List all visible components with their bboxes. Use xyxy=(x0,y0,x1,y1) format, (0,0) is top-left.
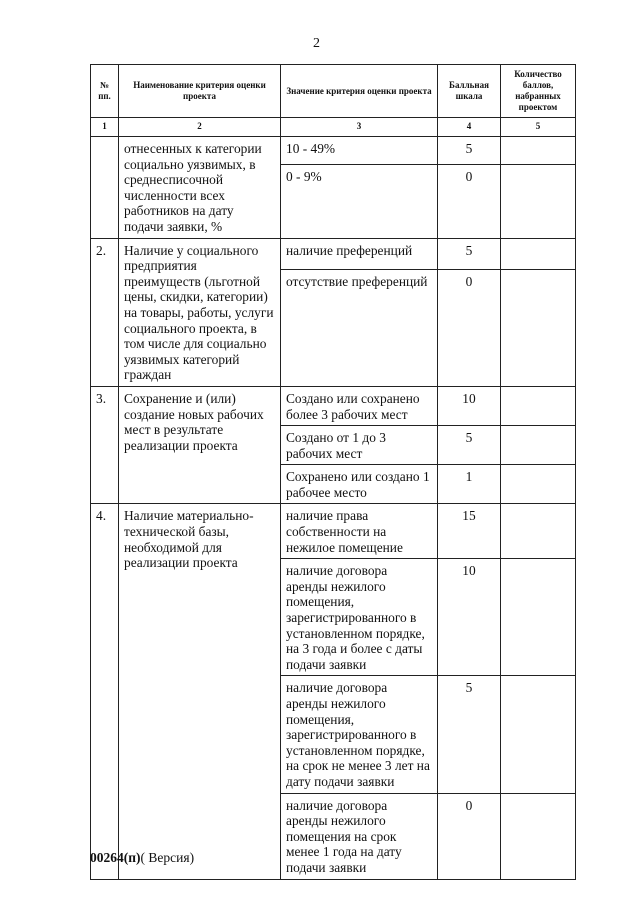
score: 0 xyxy=(438,793,501,879)
score: 0 xyxy=(438,164,501,238)
criterion-name: Наличие у социального предприятия преимуществ (льготной цены, скидки, категории) на товары, работы, услуги социального проекта, в том числе для социально уязвимых категорий граждан xyxy=(119,238,281,386)
score: 5 xyxy=(438,676,501,793)
points-cell xyxy=(501,559,576,676)
table-header-row xyxy=(91,65,576,118)
criterion-value: наличие права собственности на нежилое помещение xyxy=(281,504,438,559)
criterion-value: Создано или сохранено более 3 рабочих мест xyxy=(281,386,438,425)
points-cell xyxy=(501,164,576,238)
row-number: 3. xyxy=(91,386,119,504)
column-number: 5 xyxy=(501,118,576,137)
score: 1 xyxy=(438,465,501,504)
column-number: 4 xyxy=(438,118,501,137)
criterion-value: отсутствие преференций xyxy=(281,270,438,387)
row-number: 2. xyxy=(91,238,119,386)
table-row xyxy=(91,504,576,559)
row-number xyxy=(91,137,119,239)
document-version: ( Версия) xyxy=(140,850,195,865)
criterion-value: Создано от 1 до 3 рабочих мест xyxy=(281,426,438,465)
score: 5 xyxy=(438,238,501,270)
score: 15 xyxy=(438,504,501,559)
score: 5 xyxy=(438,137,501,165)
points-cell xyxy=(501,238,576,270)
points-cell xyxy=(501,504,576,559)
column-number: 1 xyxy=(91,118,119,137)
document-code xyxy=(90,850,194,866)
criterion-value: Сохранено или создано 1 рабочее место xyxy=(281,465,438,504)
header-score-scale: Балльная шкала xyxy=(438,65,501,118)
criterion-value: наличие преференций xyxy=(281,238,438,270)
points-cell xyxy=(501,465,576,504)
column-number-row xyxy=(91,118,576,137)
row-number: 4. xyxy=(91,504,119,879)
criterion-name: Сохранение и (или) создание новых рабочих мест в результате реализации проекта xyxy=(119,386,281,504)
table-row xyxy=(91,386,576,425)
points-cell xyxy=(501,270,576,387)
header-points-earned: Количество баллов, набранных проектом xyxy=(501,65,576,118)
document-code-number: 00264(п) xyxy=(90,850,141,865)
table-row xyxy=(91,137,576,165)
column-number: 3 xyxy=(281,118,438,137)
points-cell xyxy=(501,793,576,879)
criterion-value: наличие договора аренды нежилого помещения, зарегистрированного в установленном порядке, на 3 года и более с даты подачи заявки xyxy=(281,559,438,676)
criteria-table xyxy=(90,64,576,880)
points-cell xyxy=(501,386,576,425)
score: 5 xyxy=(438,426,501,465)
criterion-value: наличие договора аренды нежилого помещения на срок менее 1 года на дату подачи заявки xyxy=(281,793,438,879)
header-criterion-name: Наименование критерия оценки проекта xyxy=(119,65,281,118)
header-number: № пп. xyxy=(91,65,119,118)
score: 10 xyxy=(438,386,501,425)
criterion-value: 0 - 9% xyxy=(281,164,438,238)
criterion-name: Наличие материально-технической базы, необходимой для реализации проекта xyxy=(119,504,281,879)
points-cell xyxy=(501,426,576,465)
criterion-name: отнесенных к категории социально уязвимых, в среднесписочной численности всех работников на дату подачи заявки, % xyxy=(119,137,281,239)
table-row xyxy=(91,238,576,270)
score: 0 xyxy=(438,270,501,387)
criterion-value: наличие договора аренды нежилого помещения, зарегистрированного в установленном порядке, на срок не менее 3 лет на дату подачи заявки xyxy=(281,676,438,793)
column-number: 2 xyxy=(119,118,281,137)
page-number: 2 xyxy=(313,36,320,51)
score: 10 xyxy=(438,559,501,676)
points-cell xyxy=(501,137,576,165)
header-criterion-value: Значение критерия оценки проекта xyxy=(281,65,438,118)
criterion-value: 10 - 49% xyxy=(281,137,438,165)
points-cell xyxy=(501,676,576,793)
